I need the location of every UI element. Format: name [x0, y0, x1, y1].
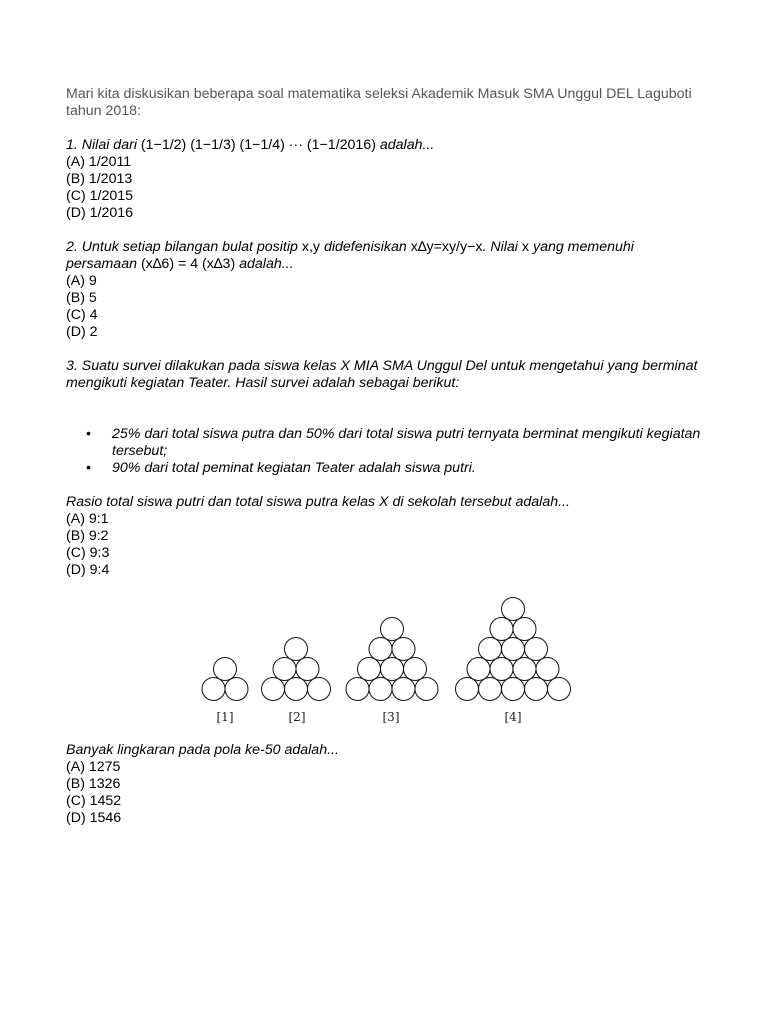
question-2-option-c: (C) 4: [66, 307, 98, 323]
pattern-circle: [273, 658, 296, 681]
document-body: [66, 86, 706, 579]
question-1-expression: (1−1/2) (1−1/3) (1−1/4) ··· (1−1/2016): [140, 137, 376, 153]
question-3: [66, 358, 706, 579]
pattern-circle: [358, 658, 381, 681]
pattern-circle: [308, 678, 331, 701]
question-1-option-c: (C) 1/2015: [66, 188, 134, 204]
pattern-circle: [525, 678, 548, 701]
pattern-circle: [346, 678, 369, 701]
pattern-label: [3]: [382, 710, 400, 724]
pattern-circle: [502, 678, 525, 701]
pattern-label: [4]: [504, 710, 522, 724]
question-1-text: 1. Nilai dari (1−1/2) (1−1/3) (1−1/4) ··· (1−1/2016) adalah...: [66, 137, 435, 153]
pattern-circle: [225, 678, 248, 701]
pattern-circle: [502, 598, 525, 621]
pattern-circle: [479, 678, 502, 701]
list-item: • 90% dari total peminat kegiatan Teater adalah siswa putri.: [66, 460, 706, 477]
list-item: • 25% dari total siswa putra dan 50% dari total siswa putri ternyata berminat mengikuti kegiatan tersebut;: [66, 426, 706, 460]
question-2-option-a: (A) 9: [66, 273, 97, 289]
question-4-option-a: (A) 1275: [66, 759, 121, 775]
pattern-circle: [490, 618, 513, 641]
pattern-circle: [456, 678, 479, 701]
pattern-circle: [285, 638, 308, 661]
question-3-option-a: (A) 9:1: [66, 511, 109, 527]
pattern-circle: [415, 678, 438, 701]
question-2-option-d: (D) 2: [66, 324, 98, 340]
pattern-circle: [262, 678, 285, 701]
question-4-option-b: (B) 1326: [66, 776, 121, 792]
pattern-circle: [513, 618, 536, 641]
pattern-circle: [202, 678, 225, 701]
question-4-question: Banyak lingkaran pada pola ke-50 adalah...: [66, 742, 339, 758]
circle-pattern-1: [202, 658, 248, 701]
pattern-circle: [369, 678, 392, 701]
pattern-circle: [548, 678, 571, 701]
pattern-circle: [525, 638, 548, 661]
pattern-circle: [381, 658, 404, 681]
pattern-circle: [285, 678, 308, 701]
question-2: [66, 239, 706, 341]
pattern-circle: [479, 638, 502, 661]
circle-pattern-figure: [196, 588, 582, 728]
pattern-circle: [296, 658, 319, 681]
pattern-circle: [467, 658, 490, 681]
pattern-circle: [214, 658, 237, 681]
question-3-bullet-list: [66, 426, 706, 477]
circle-pattern-svg: [196, 588, 582, 728]
pattern-circle: [490, 658, 513, 681]
question-2-text: 2. Untuk setiap bilangan bulat positip x,y didefenisikan x∆y=xy/y−x. Nilai x yang memenuhi persamaan (x∆6) = 4 (x∆3) adalah...: [66, 239, 634, 272]
question-4: [66, 742, 706, 827]
pattern-circle: [513, 658, 536, 681]
pattern-circle: [392, 678, 415, 701]
pattern-circle: [369, 638, 392, 661]
question-3-option-c: (C) 9:3: [66, 545, 110, 561]
circle-pattern-3: [346, 618, 438, 701]
question-3-option-b: (B) 9:2: [66, 528, 109, 544]
question-4-option-c: (C) 1452: [66, 793, 122, 809]
intro-paragraph: Mari kita diskusikan beberapa soal matematika seleksi Akademik Masuk SMA Unggul DEL Laguboti tahun 2018:: [66, 86, 692, 119]
question-1: [66, 137, 706, 222]
circle-pattern-4: [456, 598, 571, 701]
pattern-circle: [502, 638, 525, 661]
question-3-text: 3. Suatu survei dilakukan pada siswa kelas X MIA SMA Unggul Del untuk mengetahui yang berminat mengikuti kegiatan Teater. Hasil survei adalah sebagai berikut:: [66, 358, 698, 391]
pattern-label: [2]: [288, 710, 306, 724]
pattern-circle: [381, 618, 404, 641]
question-1-option-d: (D) 1/2016: [66, 205, 134, 221]
pattern-circle: [536, 658, 559, 681]
question-4-option-d: (D) 1546: [66, 810, 122, 826]
question-3-question: Rasio total siswa putri dan total siswa putra kelas X di sekolah tersebut adalah...: [66, 494, 570, 510]
question-1-option-a: (A) 1/2011: [66, 154, 132, 170]
question-1-option-b: (B) 1/2013: [66, 171, 133, 187]
pattern-circle: [404, 658, 427, 681]
question-3-option-d: (D) 9:4: [66, 562, 110, 578]
question-2-option-b: (B) 5: [66, 290, 97, 306]
pattern-circle: [392, 638, 415, 661]
circle-pattern-2: [262, 638, 331, 701]
pattern-label: [1]: [216, 710, 234, 724]
